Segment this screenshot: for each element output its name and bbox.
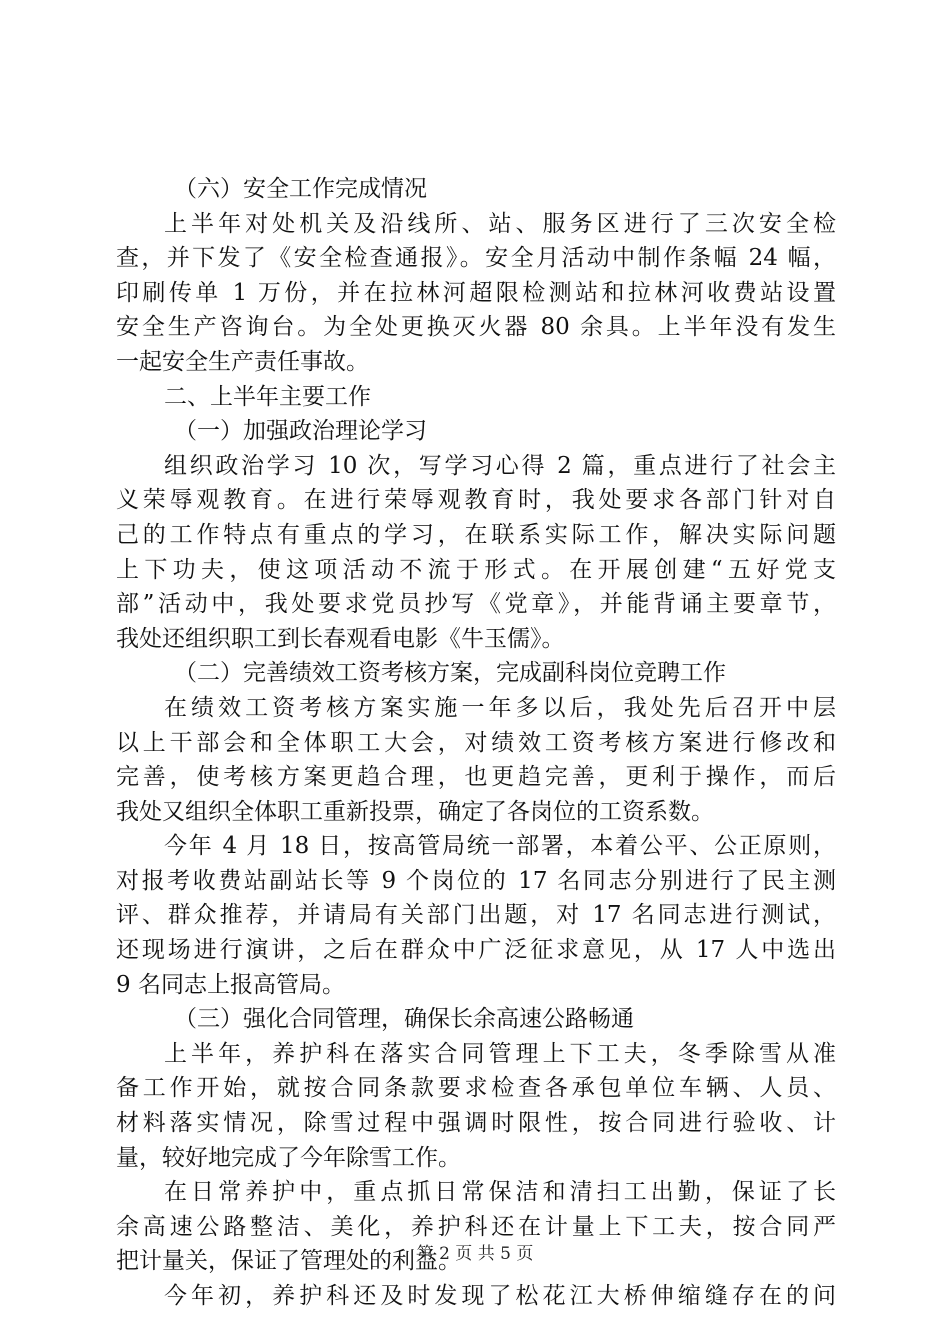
paragraph-line: 在日常养护中，重点抓日常保洁和清扫工出勤，保证了长 — [164, 1179, 836, 1206]
paragraph-line: 己的工作特点有重点的学习，在联系实际工作，解决实际问题 — [116, 521, 836, 548]
paragraph-line: 在绩效工资考核方案实施一年多以后，我处先后召开中层 — [164, 694, 836, 721]
paragraph-line: 还现场进行演讲，之后在群众中广泛征求意见，从 17 人中选出 — [116, 937, 836, 964]
paragraph-line: 对报考收费站副站长等 9 个岗位的 17 名同志分别进行了民主测 — [116, 867, 836, 894]
paragraph-line: 一起安全生产责任事故。 — [116, 348, 369, 375]
paragraph-line: 评、群众推荐，并请局有关部门出题，对 17 名同志进行测试， — [116, 902, 836, 929]
paragraph-line: 查，并下发了《安全检查通报》。安全月活动中制作条幅 24 幅， — [116, 245, 836, 272]
paragraph-line: 上半年对处机关及沿线所、站、服务区进行了三次安全检 — [164, 210, 836, 237]
section-heading: （三）强化合同管理，确保长余高速公路畅通 — [174, 1006, 634, 1033]
paragraph-line: 上半年，养护科在落实合同管理上下工夫，冬季除雪从准 — [164, 1040, 836, 1067]
paragraph-line: 今年初，养护科还及时发现了松花江大桥伸缩缝存在的问 — [164, 1283, 836, 1309]
section-heading: （一）加强政治理论学习 — [174, 418, 427, 445]
section-heading: （六）安全工作完成情况 — [174, 176, 427, 202]
paragraph-line: 把计量关，保证了管理处的利益。 — [116, 1248, 461, 1275]
paragraph-line: 印刷传单 1 万份，并在拉林河超限检测站和拉林河收费站设置 — [116, 279, 836, 306]
section-heading: （二）完善绩效工资考核方案，完成副科岗位竞聘工作 — [174, 660, 726, 687]
paragraph-line: 今年 4 月 18 日，按高管局统一部署，本着公平、公正原则， — [164, 833, 836, 860]
paragraph-line: 以上干部会和全体职工大会，对绩效工资考核方案进行修改和 — [116, 729, 836, 756]
paragraph-line: 部”活动中，我处要求党员抄写《党章》，并能背诵主要章节， — [116, 591, 836, 618]
paragraph-line: 材料落实情况，除雪过程中强调时限性，按合同进行验收、计 — [116, 1110, 836, 1137]
paragraph-line: 量，较好地完成了今年除雪工作。 — [116, 1144, 461, 1171]
paragraph-line: 完善，使考核方案更趋合理，也更趋完善，更利于操作，而后 — [116, 764, 836, 791]
paragraph-line: 9 名同志上报高管局。 — [116, 971, 345, 998]
paragraph-line: 我处还组织职工到长春观看电影《牛玉儒》。 — [116, 625, 565, 652]
paragraph-line: 我处又组织全体职工重新投票，确定了各岗位的工资系数。 — [116, 798, 714, 825]
section-heading: 二、上半年主要工作 — [164, 383, 371, 410]
paragraph-line: 上下功夫，使这项活动不流于形式。在开展创建“五好党支 — [116, 556, 836, 583]
paragraph-line: 备工作开始，就按合同条款要求检查各承包单位车辆、人员、 — [116, 1075, 836, 1102]
page-footer: 第 2 页 共 5 页 — [416, 1244, 534, 1264]
paragraph-line: 安全生产咨询台。为全处更换灭火器 80 余具。上半年没有发生 — [116, 314, 836, 341]
paragraph-line: 义荣辱观教育。在进行荣辱观教育时，我处要求各部门针对自 — [116, 487, 836, 514]
document-body — [116, 172, 836, 1314]
paragraph-line: 余高速公路整洁、美化，养护科还在计量上下工夫，按合同严 — [116, 1213, 836, 1240]
paragraph-line: 组织政治学习 10 次，写学习心得 2 篇，重点进行了社会主 — [164, 452, 836, 479]
